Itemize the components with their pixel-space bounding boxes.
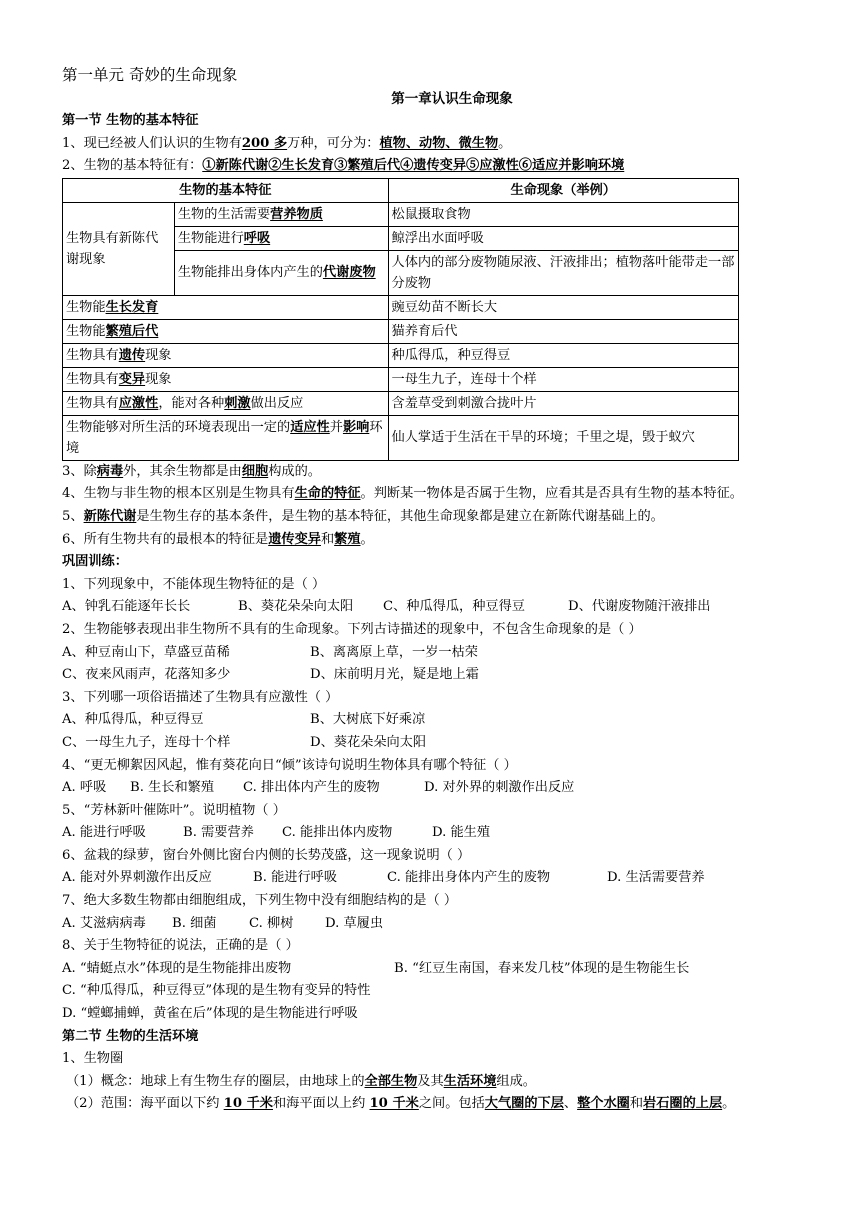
text: 环境 <box>66 419 383 456</box>
text: 生物能 <box>66 299 106 315</box>
key-term: 变异 <box>118 371 146 387</box>
key-term: 遗传 <box>118 347 146 363</box>
text: 4、生物与非生物的根本区别是生物具有 <box>62 486 295 502</box>
question-stem: 2、生物能够表现出非生物所不具有的生命现象。下列古诗描述的现象中，不包含生命现象的是（ ） <box>62 621 642 637</box>
example-cell: 豌豆幼苗不断长大 <box>388 295 738 319</box>
feature-cell <box>174 226 388 250</box>
key-term: 细胞 <box>241 463 269 479</box>
question-options <box>62 958 802 981</box>
section2-item: 1、生物圈 <box>62 1051 124 1067</box>
question-options <box>62 913 802 936</box>
key-term: 适应性 <box>290 419 330 435</box>
question-options <box>62 709 802 732</box>
text: 之间。包括 <box>418 1096 485 1112</box>
option: B. 细菌 <box>172 915 217 931</box>
option: D. 草履虫 <box>325 915 384 931</box>
feature-cell <box>174 250 388 295</box>
option: B. 能进行呼吸 <box>253 870 338 886</box>
option: C、种瓜得瓜，种豆得豆 <box>383 599 525 615</box>
table-row <box>63 391 739 415</box>
key-term: 生长发育 <box>105 299 159 315</box>
text: 2、生物的基本特征有： <box>62 158 203 174</box>
question-stem: 8、关于生物特征的说法，正确的是（ ） <box>62 938 299 954</box>
key-term: 繁殖 <box>334 531 361 547</box>
text: 组成。 <box>496 1073 536 1089</box>
table-header: 生命现象（举例） <box>388 178 738 202</box>
key-term: 10 千米 <box>369 1096 419 1112</box>
question-options <box>62 777 802 800</box>
text: 和 <box>320 531 335 547</box>
text: 生物能排出身体内产生的 <box>177 265 323 281</box>
concept-line <box>62 1071 802 1094</box>
option: C. 能排出身体内产生的废物 <box>387 870 551 886</box>
paragraph-4 <box>62 483 802 506</box>
key-term: 植物、动物、微生物 <box>379 135 499 151</box>
text: 生物具有 <box>66 395 119 411</box>
practice-heading: 巩固训练： <box>62 554 128 570</box>
example-cell: 人体内的部分废物随尿液、汗液排出；植物落叶能带走一部分废物 <box>388 250 738 295</box>
text: 及其 <box>417 1073 444 1089</box>
text: 3、除 <box>62 463 97 479</box>
feature-cell <box>63 319 389 343</box>
text: 生物具有 <box>66 347 119 363</box>
text: 5、 <box>62 508 84 524</box>
key-term: 新陈代谢 <box>83 508 137 524</box>
question-stem: 1、下列现象中，不能体现生物特征的是（ ） <box>62 576 326 592</box>
example-cell: 种瓜得瓜，种豆得豆 <box>388 343 738 367</box>
key-term: 10 千米 <box>223 1096 273 1112</box>
question-options <box>62 664 802 687</box>
key-term: 200 多 <box>241 135 288 151</box>
paragraph-3 <box>62 461 802 484</box>
table-header-row <box>63 178 739 202</box>
text: （1）概念：地球上有生物生存的圈层，由地球上的 <box>66 1073 365 1089</box>
text: 。 <box>360 531 374 547</box>
option: A、种豆南山下，草盛豆苗稀 <box>62 644 230 660</box>
option: D. 能生殖 <box>432 825 491 841</box>
features-table <box>62 178 739 461</box>
example-cell: 猫养育后代 <box>388 319 738 343</box>
text: 1、现已经被人们认识的生物有 <box>62 135 242 151</box>
question-options <box>62 822 802 845</box>
key-term: ①新陈代谢②生长发育③繁殖后代④遗传变异⑤应激性⑥适应并影响环境 <box>202 158 625 174</box>
option: C. 排出体内产生的废物 <box>243 780 380 796</box>
option: C. 能排出体内废物 <box>282 825 393 841</box>
key-term: 呼吸 <box>243 230 271 246</box>
text: 。判断某一物体是否属于生物，应看其是否具有生物的基本特征。 <box>360 486 743 502</box>
key-term: 大气圈的下层 <box>484 1096 564 1112</box>
feature-cell <box>63 295 389 319</box>
option: C、一母生九子，连母十个样 <box>62 734 231 750</box>
option: B、离离原上草，一岁一枯荣 <box>310 644 478 660</box>
text: 做出反应 <box>250 395 304 411</box>
option: C. “种瓜得瓜，种豆得豆”体现的是生物有变异的特性 <box>62 983 371 999</box>
question-stem: 4、“更无柳絮因风起，惟有葵花向日“倾”该诗句说明生物体具有哪个特征（ ） <box>62 757 517 773</box>
key-term: 刺激 <box>224 395 251 411</box>
key-term: 遗传变异 <box>268 531 321 547</box>
paragraph-1 <box>62 133 802 156</box>
question-options <box>62 867 802 890</box>
table-row <box>63 319 739 343</box>
question-stem: 5、“芳林新叶催陈叶”。说明植物（ ） <box>62 802 286 818</box>
table-row <box>63 343 739 367</box>
key-term: 生活环境 <box>443 1073 497 1089</box>
table-row <box>63 202 739 226</box>
table-header: 生物的基本特征 <box>63 178 389 202</box>
option: D. “螳螂捕蝉，黄雀在后”体现的是生物能进行呼吸 <box>62 1006 358 1022</box>
chapter-title: 第一章认识生命现象 <box>391 91 513 107</box>
option: B. “红豆生南国，春来发几枝”体现的是生物能生长 <box>394 960 690 976</box>
option: D. 生活需要营养 <box>607 870 705 886</box>
text: 生物能 <box>66 323 106 339</box>
range-line <box>62 1093 802 1116</box>
question-stem: 7、绝大多数生物都由细胞组成，下列生物中没有细胞结构的是（ ） <box>62 893 458 909</box>
option: A、种瓜得瓜，种豆得豆 <box>62 712 204 728</box>
feature-cell <box>63 415 389 460</box>
key-term: 全部生物 <box>364 1073 418 1089</box>
key-term: 应激性 <box>118 395 159 411</box>
paragraph-5 <box>62 506 802 529</box>
key-term: 繁殖后代 <box>105 323 159 339</box>
section2-heading: 第二节 生物的生活环境 <box>62 1028 199 1044</box>
paragraph-2 <box>62 155 802 178</box>
option: D. 对外界的刺激作出反应 <box>424 780 575 796</box>
text: 和 <box>629 1096 644 1112</box>
option: B. 需要营养 <box>183 825 254 841</box>
paragraph-6 <box>62 529 802 552</box>
option: C. 柳树 <box>249 915 294 931</box>
option: D、床前明月光，疑是地上霜 <box>310 667 479 683</box>
feature-cell <box>63 343 389 367</box>
key-term: 代谢废物 <box>322 265 376 281</box>
feature-cell <box>63 367 389 391</box>
question-options <box>62 732 802 755</box>
text: 、 <box>563 1096 578 1112</box>
option: A、钟乳石能逐年长长 <box>62 599 191 615</box>
example-cell: 一母生九子，连母十个样 <box>388 367 738 391</box>
question-options <box>62 596 802 619</box>
option: D、代谢废物随汗液排出 <box>568 599 711 615</box>
text: 生物能进行 <box>177 230 244 246</box>
document-page <box>62 62 802 1116</box>
option: A. 艾滋病病毒 <box>62 915 146 931</box>
question-options <box>62 642 802 665</box>
text: ，能对各种 <box>158 395 225 411</box>
text: 现象 <box>145 347 172 363</box>
feature-cell <box>174 202 388 226</box>
text: 并 <box>329 419 343 435</box>
group-label-cell: 生物具有新陈代谢现象 <box>63 202 175 295</box>
option: A. 能进行呼吸 <box>62 825 146 841</box>
option: B、大树底下好乘凉 <box>310 712 426 728</box>
text: 生物的生活需要 <box>177 206 271 222</box>
option: B. 生长和繁殖 <box>130 780 215 796</box>
text: 外，其余生物都是由 <box>123 463 242 479</box>
text: 生物具有 <box>66 371 119 387</box>
table-row <box>63 415 739 460</box>
text: 构成的。 <box>268 463 321 479</box>
key-term: 整个水圈 <box>577 1096 630 1112</box>
table-row <box>63 367 739 391</box>
unit-title: 第一单元 奇妙的生命现象 <box>62 66 238 84</box>
option: C、夜来风雨声，花落知多少 <box>62 667 231 683</box>
option: A. 呼吸 <box>62 780 107 796</box>
section1-heading: 第一节 生物的基本特征 <box>62 113 199 128</box>
question-stem: 6、盆栽的绿萝，窗台外侧比窗台内侧的长势茂盛，这一现象说明（ ） <box>62 847 471 863</box>
text: 万种，可分为： <box>287 135 380 151</box>
text: 现象 <box>145 371 172 387</box>
example-cell: 松鼠摄取食物 <box>388 202 738 226</box>
example-cell: 含羞草受到刺激合拢叶片 <box>388 391 738 415</box>
key-term: 生命的特征 <box>294 486 361 502</box>
option: A. “蜻蜓点水”体现的是生物能排出废物 <box>62 960 292 976</box>
key-term: 营养物质 <box>270 206 323 222</box>
text: （2）范围：海平面以下约 <box>66 1096 224 1112</box>
key-term: 岩石圈的上层 <box>643 1096 723 1112</box>
question-stem: 3、下列哪一项俗语描述了生物具有应激性（ ） <box>62 689 339 705</box>
text: 。 <box>498 135 512 151</box>
example-cell: 鲸浮出水面呼吸 <box>388 226 738 250</box>
text: 是生物生存的基本条件，是生物的基本特征，其他生命现象都是建立在新陈代谢基础上的。 <box>136 508 664 524</box>
feature-cell <box>63 391 389 415</box>
text: 生物能够对所生活的环境表现出一定的 <box>66 419 291 435</box>
example-cell: 仙人掌适于生活在干旱的环境；千里之堤，毁于蚁穴 <box>388 415 738 460</box>
text: 。 <box>722 1096 736 1112</box>
option: B、葵花朵朵向太阳 <box>238 599 354 615</box>
text: 和海平面以上约 <box>272 1096 370 1112</box>
table-row <box>63 295 739 319</box>
key-term: 病毒 <box>96 463 124 479</box>
text: 6、所有生物共有的最根本的特征是 <box>62 531 269 547</box>
key-term: 影响 <box>342 419 370 435</box>
option: D、葵花朵朵向太阳 <box>310 734 427 750</box>
option: A. 能对外界刺激作出反应 <box>62 870 212 886</box>
